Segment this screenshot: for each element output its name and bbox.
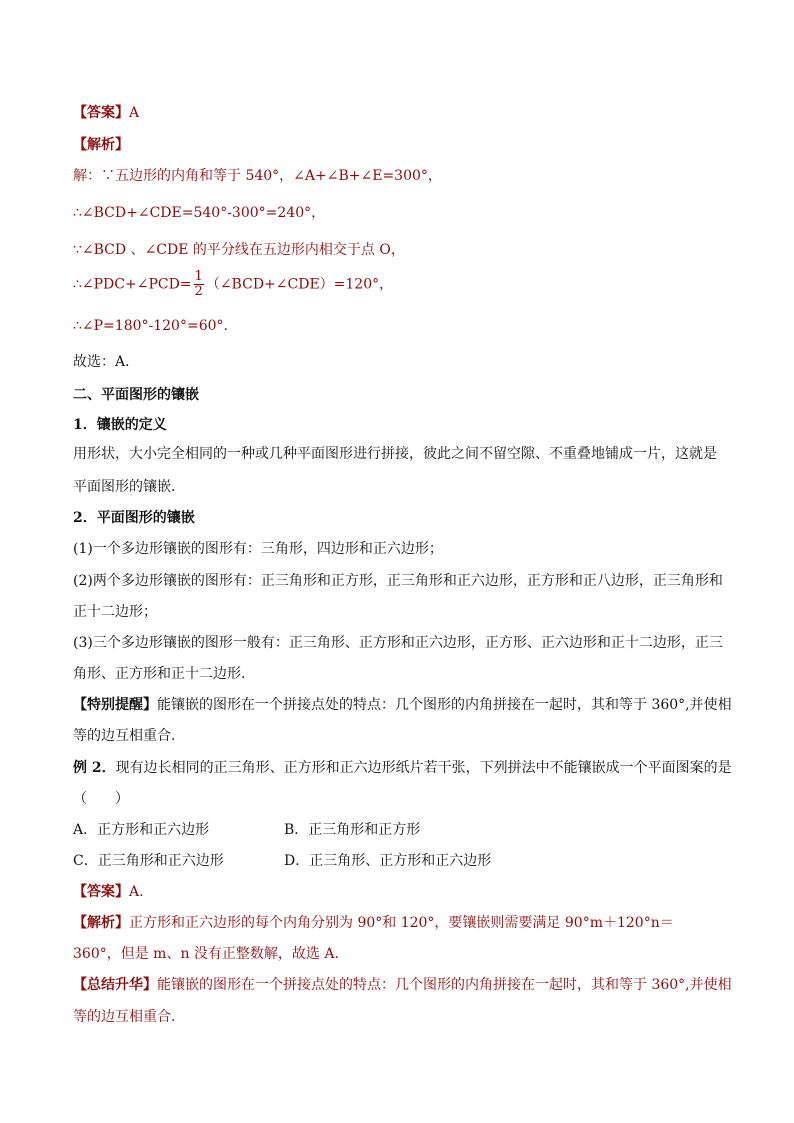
answer-line (73, 103, 733, 123)
point-3-line-2: 角形、正方形和正十二边形. (73, 666, 246, 682)
solution-line-4-pre: ∴∠PDC+∠PCD= (73, 276, 192, 293)
example-answer-line (73, 882, 733, 902)
tip-line-1 (73, 695, 733, 715)
solution-line-3: ∵∠BCD 、∠CDE 的平分线在五边形内相交于点 O， (73, 242, 405, 258)
example-analysis-line-2: 360°，但是 m、n 没有正整数解，故选 A. (73, 946, 339, 962)
example-label: 例 2． (73, 760, 116, 776)
example-question-text: 现有边长相同的正三角形、正方形和正六边形纸片若干张，下列拼法中不能镶嵌成一个平面图案的是 (115, 760, 732, 776)
choose-line: 故选：A． (73, 354, 140, 370)
summary-line-1 (73, 975, 733, 995)
answer-tag: 【答案】 (73, 105, 129, 121)
tip-text-1: 能镶嵌的图形在一个拼接点处的特点：几个图形的内角拼接在一起时，其和等于 360°,并使相 (157, 697, 732, 713)
subsection-1-title: 1．镶嵌的定义 (73, 417, 167, 433)
section-title: 二、平面图形的镶嵌 (73, 387, 199, 403)
options-row-1 (73, 820, 733, 840)
example-answer-tag: 【答案】 (73, 884, 129, 900)
analysis-tag-line (73, 135, 733, 155)
solution-line-2: ∴∠BCD+∠CDE=540°-300°=240°， (73, 205, 326, 221)
solution-line-1: 解：∵五边形的内角和等于 540°，∠A+∠B+∠E=300°， (73, 168, 442, 184)
fraction-numerator: 1 (194, 269, 203, 284)
solution-line-4 (73, 270, 733, 299)
point-2-line-2: 正十二边形； (73, 604, 157, 620)
option-a: A．正方形和正六边形 (73, 822, 210, 838)
option-c: C．正三角形和正六边形 (73, 853, 224, 869)
example-analysis-tag: 【解析】 (73, 915, 129, 931)
subsection-2-title: 2．平面图形的镶嵌 (73, 510, 195, 526)
example-answer-value: A. (129, 884, 144, 900)
definition-line-2: 平面图形的镶嵌． (73, 479, 185, 495)
answer-value: A (129, 105, 140, 121)
summary-tag: 【总结升华】 (73, 977, 157, 993)
summary-line-2: 等的边互相重合. (73, 1009, 176, 1025)
example-analysis-text-1: 正方形和正六边形的每个内角分别为 90°和 120°，要镶嵌则需要满足 90°m＋120°n＝ (129, 915, 674, 931)
analysis-tag: 【解析】 (73, 137, 129, 153)
solution-line-4-post: （∠BCD+∠CDE）=120°， (205, 276, 394, 293)
point-3-line-1: (3)三个多边形镶嵌的图形一般有：正三角形、正方形和正六边形，正方形、正六边形和正十二边形，正三 (73, 635, 723, 651)
solution-line-5: ∴∠P=180°-120°=60°. (73, 318, 228, 334)
point-2-line-1: (2)两个多边形镶嵌的图形有：正三角形和正方形，正三角形和正六边形，正方形和正八边形，正三角形和 (73, 573, 723, 589)
one-half-fraction (194, 270, 204, 299)
options-row-2 (73, 851, 733, 871)
option-d: D．正三角形、正方形和正六边形 (284, 853, 492, 869)
summary-text-1: 能镶嵌的图形在一个拼接点处的特点：几个图形的内角拼接在一起时，其和等于 360°,并使相 (157, 977, 732, 993)
example-analysis-line-1 (73, 913, 733, 933)
example-question-line-1 (73, 758, 733, 778)
example-question-line-2: （ ） (73, 791, 129, 807)
point-1: (1)一个多边形镶嵌的图形有：三角形，四边形和正六边形； (73, 541, 443, 557)
tip-line-2: 等的边互相重合. (73, 728, 176, 744)
tip-tag: 【特别提醒】 (73, 697, 157, 713)
option-b: B．正三角形和正方形 (284, 822, 421, 838)
definition-line-1: 用形状，大小完全相同的一种或几种平面图形进行拼接，彼此之间不留空隙、不重叠地铺成一片，这就是 (73, 446, 717, 462)
fraction-denominator: 2 (194, 284, 203, 299)
